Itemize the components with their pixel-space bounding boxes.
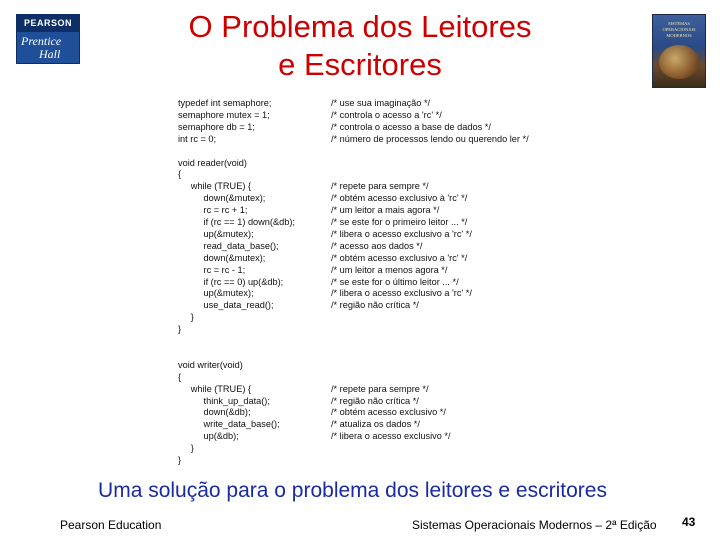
page-number: 43 (682, 515, 696, 529)
code-comment: /* atualiza os dados */ (331, 419, 420, 430)
code-line: up(&mutex); (178, 228, 254, 239)
code-comment: /* se este for o último leitor ... */ (331, 276, 459, 287)
code-line: down(&mutex); (178, 193, 266, 204)
code-comment: /* obtém acesso exclusivo */ (331, 407, 446, 418)
code-line: } (178, 443, 194, 454)
code-line: think_up_data(); (178, 395, 270, 406)
code-line: rc = rc + 1; (178, 205, 248, 216)
slide-caption: Uma solução para o problema dos leitores e escritores (98, 479, 607, 502)
code-line: semaphore db = 1; (178, 121, 255, 132)
code-comment: /* um leitor a menos agora */ (331, 264, 448, 275)
code-comment: /* controla o acesso a 'rc' */ (331, 109, 442, 120)
code-line: { (178, 371, 182, 382)
footer-book-title: Sistemas Operacionais Modernos – 2ª Edição (412, 518, 657, 532)
code-line: while (TRUE) { (178, 383, 252, 394)
code-line: if (rc == 1) down(&db); (178, 217, 295, 227)
code-line: up(&db); (178, 431, 239, 442)
code-comment: /* acesso aos dados */ (331, 240, 423, 251)
code-comment: /* repete para sempre */ (331, 383, 429, 394)
code-line: void reader(void) (178, 157, 247, 168)
code-comment: /* repete para sempre */ (331, 181, 429, 192)
footer-publisher: Pearson Education (60, 518, 162, 532)
code-line: typedef int semaphore; (178, 98, 272, 108)
code-comment: /* região não crítica */ (331, 300, 419, 311)
code-line: down(&mutex); (178, 252, 266, 263)
book-cover-image (652, 14, 706, 88)
code-line: if (rc == 0) up(&db); (178, 276, 284, 287)
code-line: semaphore mutex = 1; (178, 109, 270, 120)
slide-title (130, 8, 590, 84)
code-line: } (178, 312, 194, 323)
code-comment: /* libera o acesso exclusivo a 'rc' */ (331, 228, 472, 239)
code-comment: /* obtém acesso exclusivo a 'rc' */ (331, 252, 468, 263)
code-line: while (TRUE) { (178, 181, 252, 192)
code-line: int rc = 0; (178, 133, 217, 144)
code-comment: /* use sua imaginação */ (331, 98, 431, 108)
code-line: read_data_base(); (178, 240, 279, 251)
code-line: void writer(void) (178, 359, 243, 370)
code-line: up(&mutex); (178, 288, 254, 299)
code-line: } (178, 324, 182, 335)
logo-line1: Prentice (21, 34, 62, 48)
code-comment: /* libera o acesso exclusivo a 'rc' */ (331, 288, 472, 299)
code-line: { (178, 169, 182, 180)
code-comment: /* obtém acesso exclusivo à 'rc' */ (331, 193, 468, 204)
code-comment: /* região não crítica */ (331, 395, 419, 406)
code-line: } (178, 455, 182, 465)
code-comment: /* libera o acesso exclusivo */ (331, 431, 451, 442)
code-comment: /* controla o acesso a base de dados */ (331, 121, 491, 132)
code-line: rc = rc - 1; (178, 264, 246, 275)
code-line: down(&db); (178, 407, 251, 418)
pearson-logo (16, 14, 80, 64)
code-comment: /* número de processos lendo ou querendo ler */ (331, 133, 529, 144)
book-cover-art (659, 45, 699, 79)
code-comment: /* se este for o primeiro leitor ... */ (331, 217, 468, 227)
logo-line2: Hall (39, 47, 61, 61)
book-cover-label: SISTEMAS OPERACIONAIS MODERNOS (662, 21, 696, 38)
code-line: use_data_read(); (178, 300, 274, 311)
logo-brand: PEARSON (17, 15, 79, 32)
code-line: write_data_base(); (178, 419, 280, 430)
title-line2: e Escritores (278, 47, 442, 82)
title-line1: O Problema dos Leitores (188, 9, 532, 44)
code-comment: /* um leitor a mais agora */ (331, 205, 440, 216)
